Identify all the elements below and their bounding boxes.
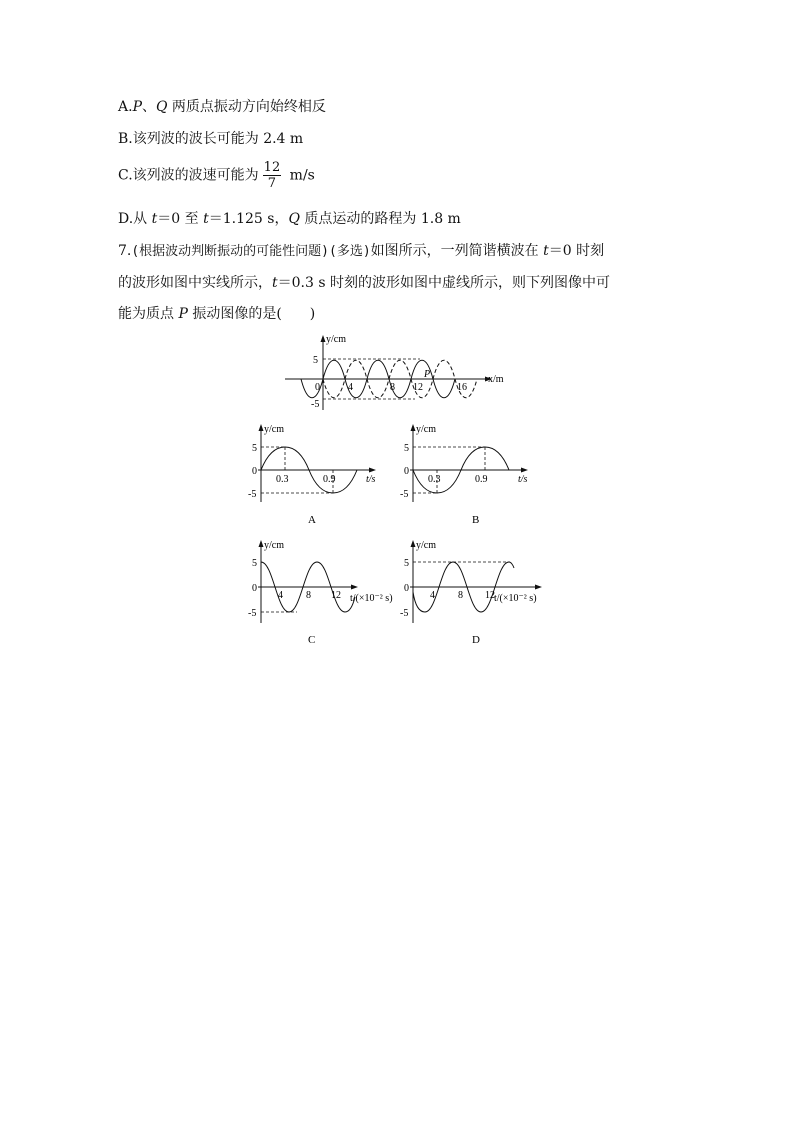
var-q: Q xyxy=(155,99,168,115)
fraction xyxy=(263,160,282,191)
option-b xyxy=(118,129,303,149)
var-t: t xyxy=(272,275,278,291)
y-tick-minus-5: -5 xyxy=(400,608,409,619)
t-tick-8: 8 xyxy=(306,590,311,601)
option-a-prefix: A. xyxy=(118,99,133,115)
option-d-prefix: D.从 xyxy=(118,211,152,227)
var-p: P xyxy=(132,99,142,115)
var-t: t xyxy=(543,243,549,259)
graph-caption: D xyxy=(472,634,480,646)
fraction-denominator: 7 xyxy=(267,176,277,191)
graph-b xyxy=(392,422,542,530)
question-text: 的波形如图中实线所示， xyxy=(118,275,272,291)
t-tick-8: 8 xyxy=(458,590,463,601)
graph-a xyxy=(240,422,390,530)
question-tag: (根据波动判断振动的可能性问题)(多选) xyxy=(131,244,371,259)
t-axis-arrow xyxy=(521,468,528,473)
y-tick-minus-5: -5 xyxy=(311,399,320,410)
var-q: Q xyxy=(288,211,300,227)
x-tick-12: 12 xyxy=(413,382,423,393)
t-tick-0-3: 0.3 xyxy=(276,474,289,485)
fraction-numerator: 12 xyxy=(263,160,281,175)
y-axis-arrow xyxy=(259,424,264,431)
graph-caption: B xyxy=(472,514,480,526)
question-line-2 xyxy=(118,273,610,293)
question-text: ＝0.3 s 时刻的波形如图中虚线所示，则下列图像中可 xyxy=(277,275,610,291)
t-axis-label: t/(×10⁻² s) xyxy=(494,593,537,604)
separator: 、 xyxy=(141,99,156,115)
var-p: P xyxy=(178,306,188,322)
x-axis-label: x/m xyxy=(488,374,504,385)
question-text: 如图所示，一列简谐横波在 xyxy=(370,243,544,259)
t-tick-4: 4 xyxy=(278,590,283,601)
option-c xyxy=(118,160,315,191)
y-axis-label: y/cm xyxy=(416,540,436,551)
question-line-3 xyxy=(118,304,315,324)
y-axis-arrow xyxy=(411,540,416,547)
question-line-1 xyxy=(118,241,604,262)
y-tick-5: 5 xyxy=(252,443,257,454)
y-tick-5: 5 xyxy=(404,558,409,569)
t-axis-label: t/(×10⁻² s) xyxy=(350,593,393,604)
t-axis-arrow xyxy=(535,585,542,590)
t-tick-12: 12 xyxy=(485,590,495,601)
var-t: t xyxy=(203,211,209,227)
x-tick-0: 0 xyxy=(315,382,320,393)
option-c-text: C.该列波的波速可能为 xyxy=(118,167,259,184)
x-tick-4: 4 xyxy=(348,382,353,393)
option-c-unit: m/s xyxy=(285,167,315,184)
y-tick-0: 0 xyxy=(404,466,409,477)
y-tick-0: 0 xyxy=(252,583,257,594)
var-t: t xyxy=(151,211,158,227)
y-axis-label: y/cm xyxy=(264,424,284,435)
question-text: 能为质点 xyxy=(118,306,179,322)
t-axis-arrow xyxy=(369,468,376,473)
y-axis-arrow xyxy=(321,335,326,342)
graph-caption: C xyxy=(308,634,316,646)
wave-figure xyxy=(280,332,520,412)
t-axis-label: t/s xyxy=(366,474,376,485)
y-axis-label: y/cm xyxy=(264,540,284,551)
t-tick-4: 4 xyxy=(430,590,435,601)
question-text: ＝0 时刻 xyxy=(548,243,605,259)
t-tick-0-9: 0.9 xyxy=(475,474,488,485)
y-tick-0: 0 xyxy=(404,583,409,594)
y-axis-label: y/cm xyxy=(326,334,346,345)
y-tick-5: 5 xyxy=(404,443,409,454)
y-tick-minus-5: -5 xyxy=(248,489,257,500)
t-axis-label: t/s xyxy=(518,474,528,485)
option-d-text: 质点运动的路程为 1.8 m xyxy=(299,211,461,227)
option-a-text: 两质点振动方向始终相反 xyxy=(167,99,326,115)
point-p-label: P xyxy=(424,369,431,380)
y-axis-label: y/cm xyxy=(416,424,436,435)
x-tick-8: 8 xyxy=(390,382,395,393)
y-axis-arrow xyxy=(259,540,264,547)
option-b-text: B.该列波的波长可能为 2.4 m xyxy=(118,131,304,147)
y-tick-minus-5: -5 xyxy=(400,489,409,500)
t-tick-0-3: 0.3 xyxy=(428,474,441,485)
y-axis-arrow xyxy=(411,424,416,431)
question-text: 振动图像的是( ) xyxy=(187,306,316,322)
t-axis-arrow xyxy=(351,585,358,590)
y-tick-minus-5: -5 xyxy=(248,608,257,619)
y-tick-5: 5 xyxy=(313,355,318,366)
option-a xyxy=(118,97,326,117)
y-tick-0: 0 xyxy=(252,466,257,477)
y-tick-5: 5 xyxy=(252,558,257,569)
option-d xyxy=(118,209,461,229)
option-d-eq2: ＝1.125 s， xyxy=(208,211,289,227)
x-tick-16: 16 xyxy=(457,382,467,393)
question-number: 7. xyxy=(118,243,132,259)
graph-caption: A xyxy=(308,514,316,526)
graph-c xyxy=(240,535,400,650)
t-tick-12: 12 xyxy=(331,590,341,601)
graph-d xyxy=(392,535,557,650)
option-d-eq1: ＝0 至 xyxy=(157,211,204,227)
t-tick-0-9: 0.9 xyxy=(323,474,336,485)
